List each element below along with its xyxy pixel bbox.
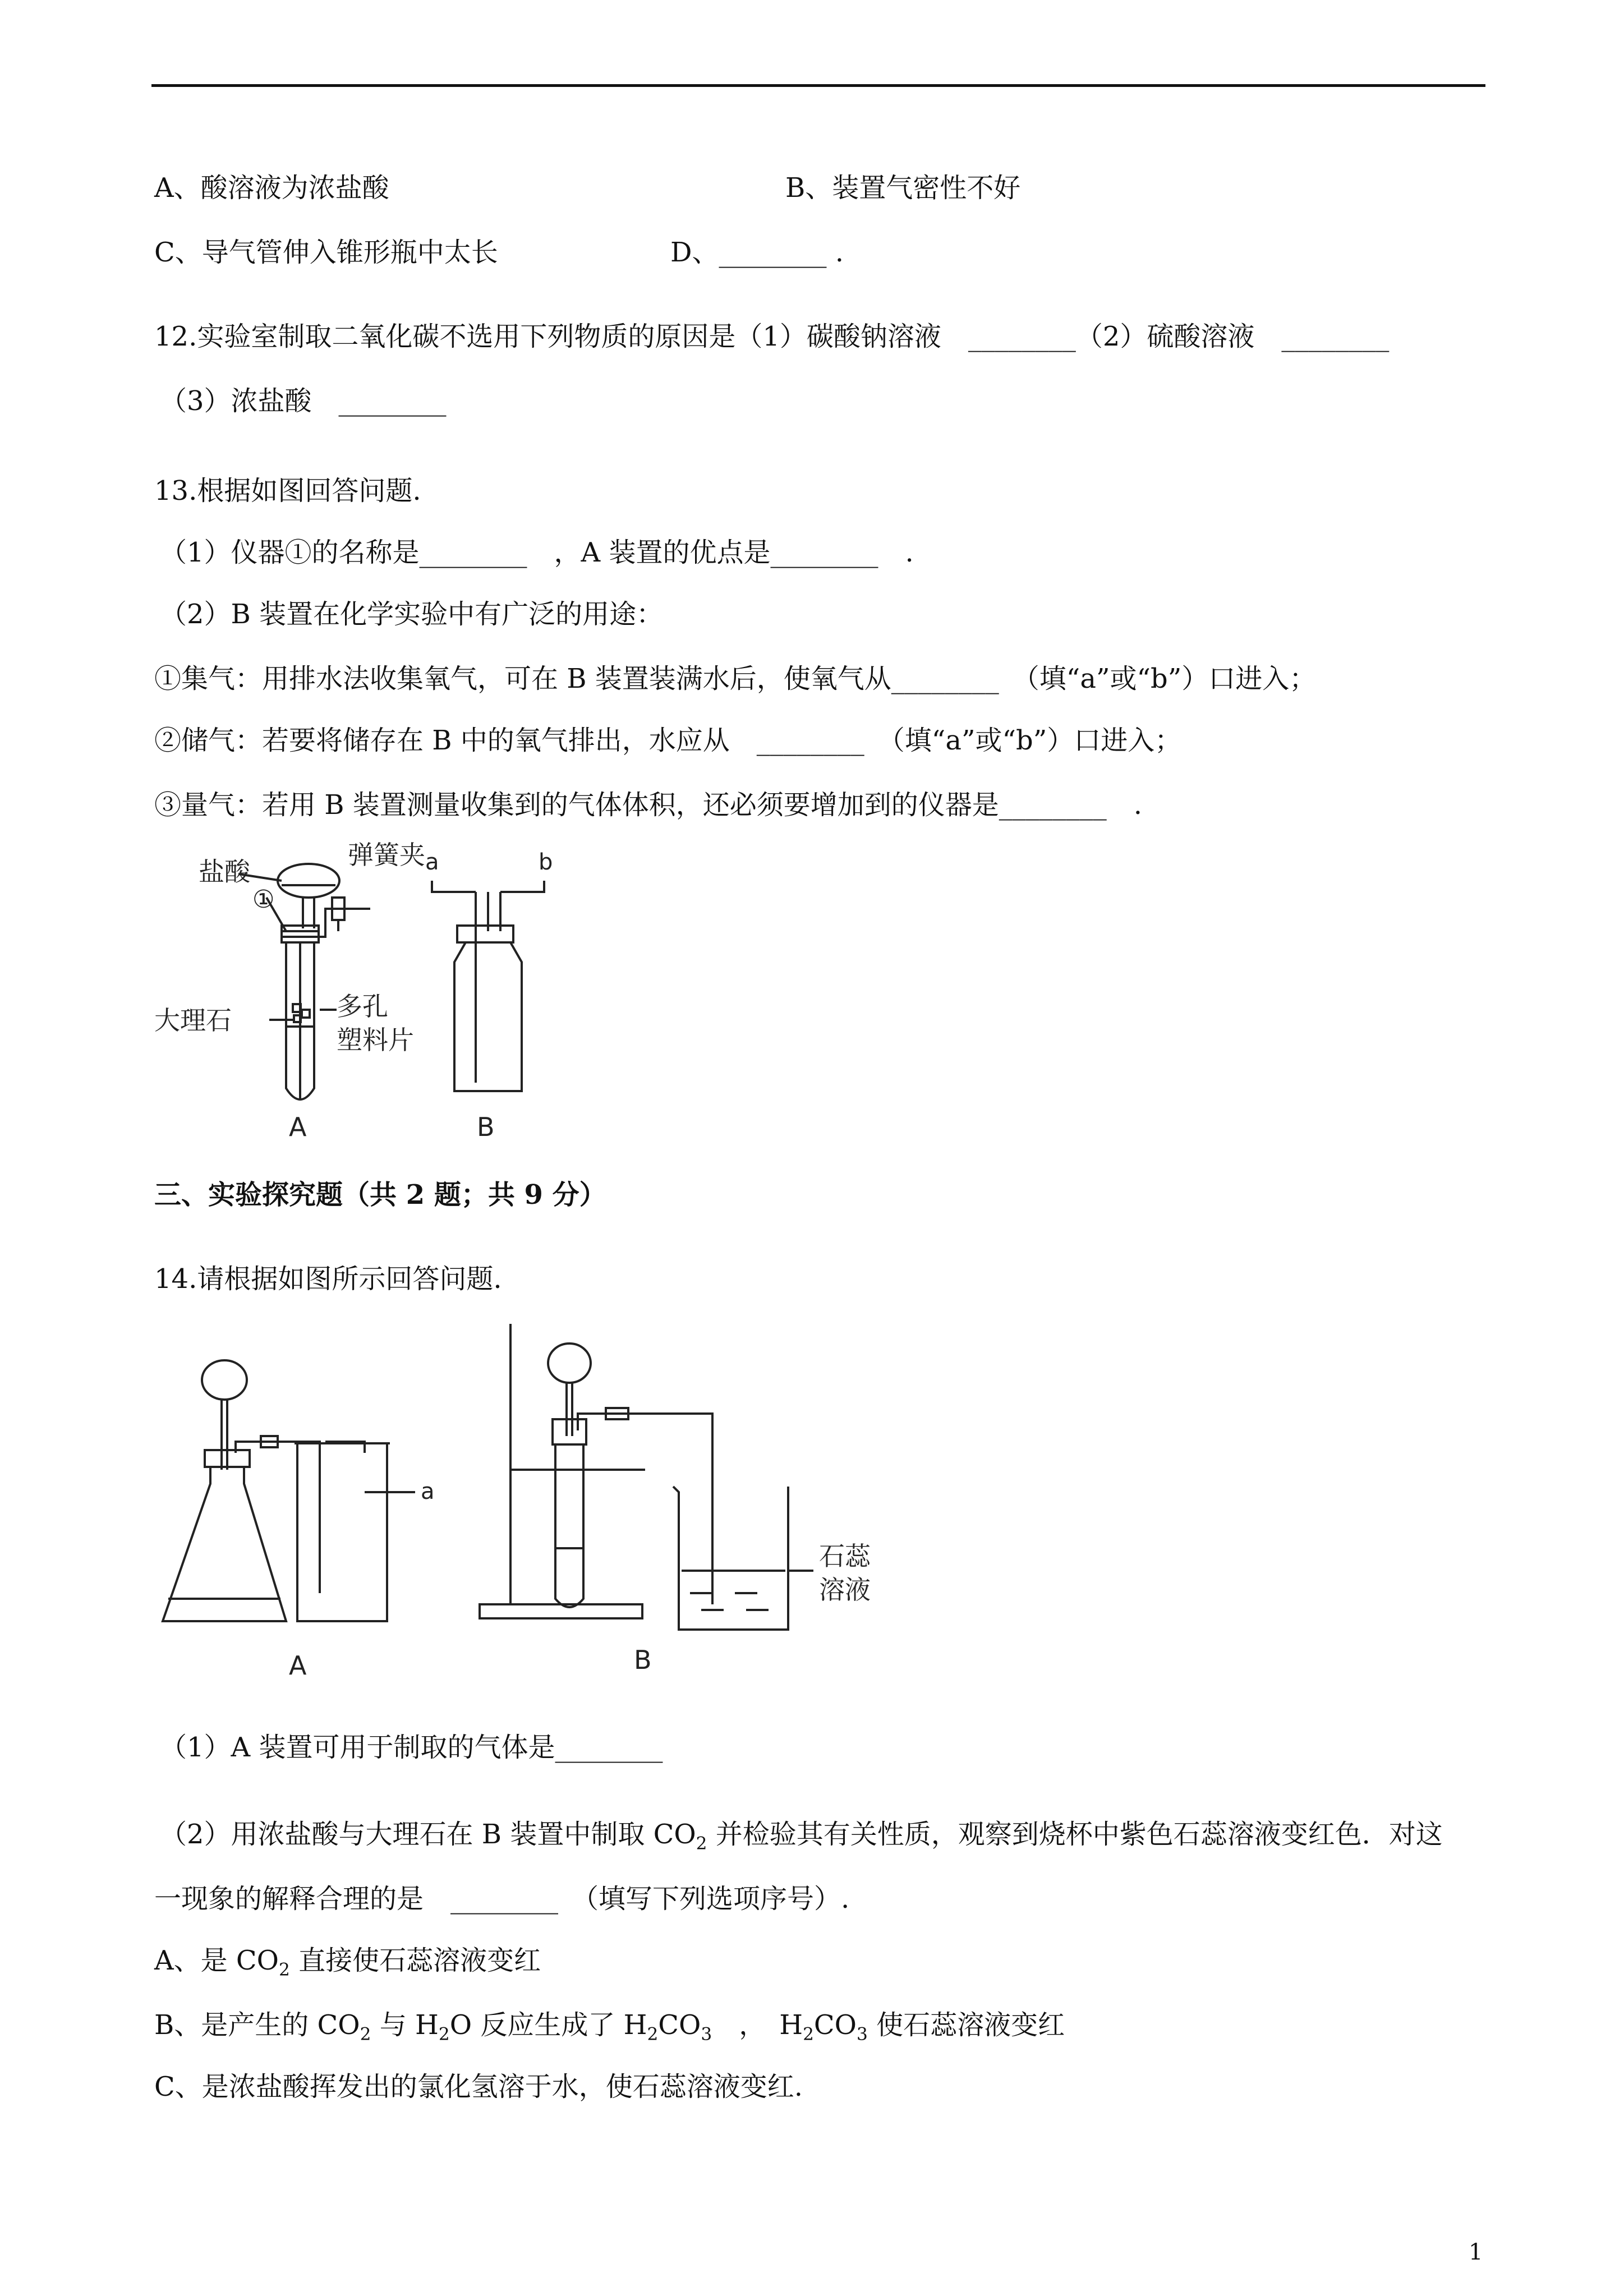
q14-caption-b: B: [634, 1645, 652, 1675]
q13-part-5: ③量气：若用 B 装置测量收集到的气体体积，还必须要增加到的仪器是________ .: [154, 789, 1143, 821]
q12-line-1: 12.实验室制取二氧化碳不选用下列物质的原因是（1）碳酸钠溶液 ________（2）硫酸溶液 ________: [154, 321, 1390, 352]
q11-option-c: C、导气管伸入锥形瓶中太长: [154, 237, 498, 268]
section-3-title: 三、实验探究题（共 2 题；共 9 分）: [154, 1179, 606, 1211]
label-spring-clamp: 弹簧夹: [348, 841, 425, 870]
q14-option-b: B、是产生的 $CO_2$ 与 $H_2O$ 反应生成了 $H_2CO_3$ ， $H_2CO_3$ 使石蕊溶液变红: [154, 2009, 1065, 2045]
q14-title: 14.请根据如图所示回答问题.: [154, 1263, 502, 1295]
label-hcl: 盐酸: [199, 857, 250, 887]
q14-part-2-line-2: 一现象的解释合理的是 ________ （填写下列选项序号）.: [154, 1883, 850, 1915]
q13-part-2: （2）B 装置在化学实验中有广泛的用途：: [160, 599, 664, 630]
label-porous-plate-line2: 塑料片: [337, 1025, 414, 1055]
label-porous-plate-line1: 多孔: [337, 991, 388, 1022]
caption-b: B: [477, 1112, 495, 1142]
q11-option-a: A、酸溶液为浓盐酸: [154, 172, 389, 204]
q14-apparatus-figure: [151, 1324, 909, 1688]
q14-label-a: a: [421, 1479, 435, 1504]
label-litmus-line2: 溶液: [819, 1575, 871, 1605]
q11-option-d: D、________ .: [670, 237, 844, 268]
beaker-shape: [673, 1487, 788, 1630]
q11-option-b: B、装置气密性不好: [785, 172, 1021, 204]
q14-part-2-line-1: （2）用浓盐酸与大理石在 B 装置中制取 $CO_2$ 并检验其有关性质，观察到烧杯中紫色石蕊溶液变红色．对这: [160, 1819, 1443, 1854]
bottle-stopper-shape: [457, 926, 513, 942]
label-instrument-1: ①: [252, 885, 275, 914]
label-port-b: b: [539, 849, 553, 875]
q13-part-3: ①集气：用排水法收集氧气，可在 B 装置装满水后，使氧气从________ （填“a”或“b”）口进入；: [154, 663, 1317, 694]
label-litmus-line1: 石蕊: [819, 1541, 871, 1571]
page-number: 1: [1469, 2239, 1483, 2265]
q14-option-a: A、是 $CO_2$ 直接使石蕊溶液变红: [154, 1945, 541, 1980]
q14-part-1: （1）A 装置可用于制取的气体是________: [160, 1732, 663, 1763]
q14-option-c: C、是浓盐酸挥发出的氯化氢溶于水，使石蕊溶液变红.: [154, 2071, 803, 2102]
label-marble: 大理石: [154, 1005, 232, 1036]
q13-part-4: ②储气：若要将储存在 B 中的氧气排出，水应从 ________ （填“a”或“b”）口进入；: [154, 725, 1182, 756]
q14-caption-a: A: [289, 1650, 307, 1681]
header-rule: [151, 84, 1485, 87]
q13-apparatus-figure: [151, 841, 600, 1144]
funnel-bulb-shape: [278, 864, 339, 898]
q12-line-2: （3）浓盐酸 ________: [160, 385, 447, 417]
q13-part-1: （1）仪器①的名称是________ ，A 装置的优点是________ .: [160, 537, 914, 568]
q13-title: 13.根据如图回答问题.: [154, 475, 421, 507]
stand-base-shape: [480, 1604, 642, 1618]
caption-a: A: [289, 1112, 307, 1142]
label-port-a: a: [425, 849, 439, 875]
